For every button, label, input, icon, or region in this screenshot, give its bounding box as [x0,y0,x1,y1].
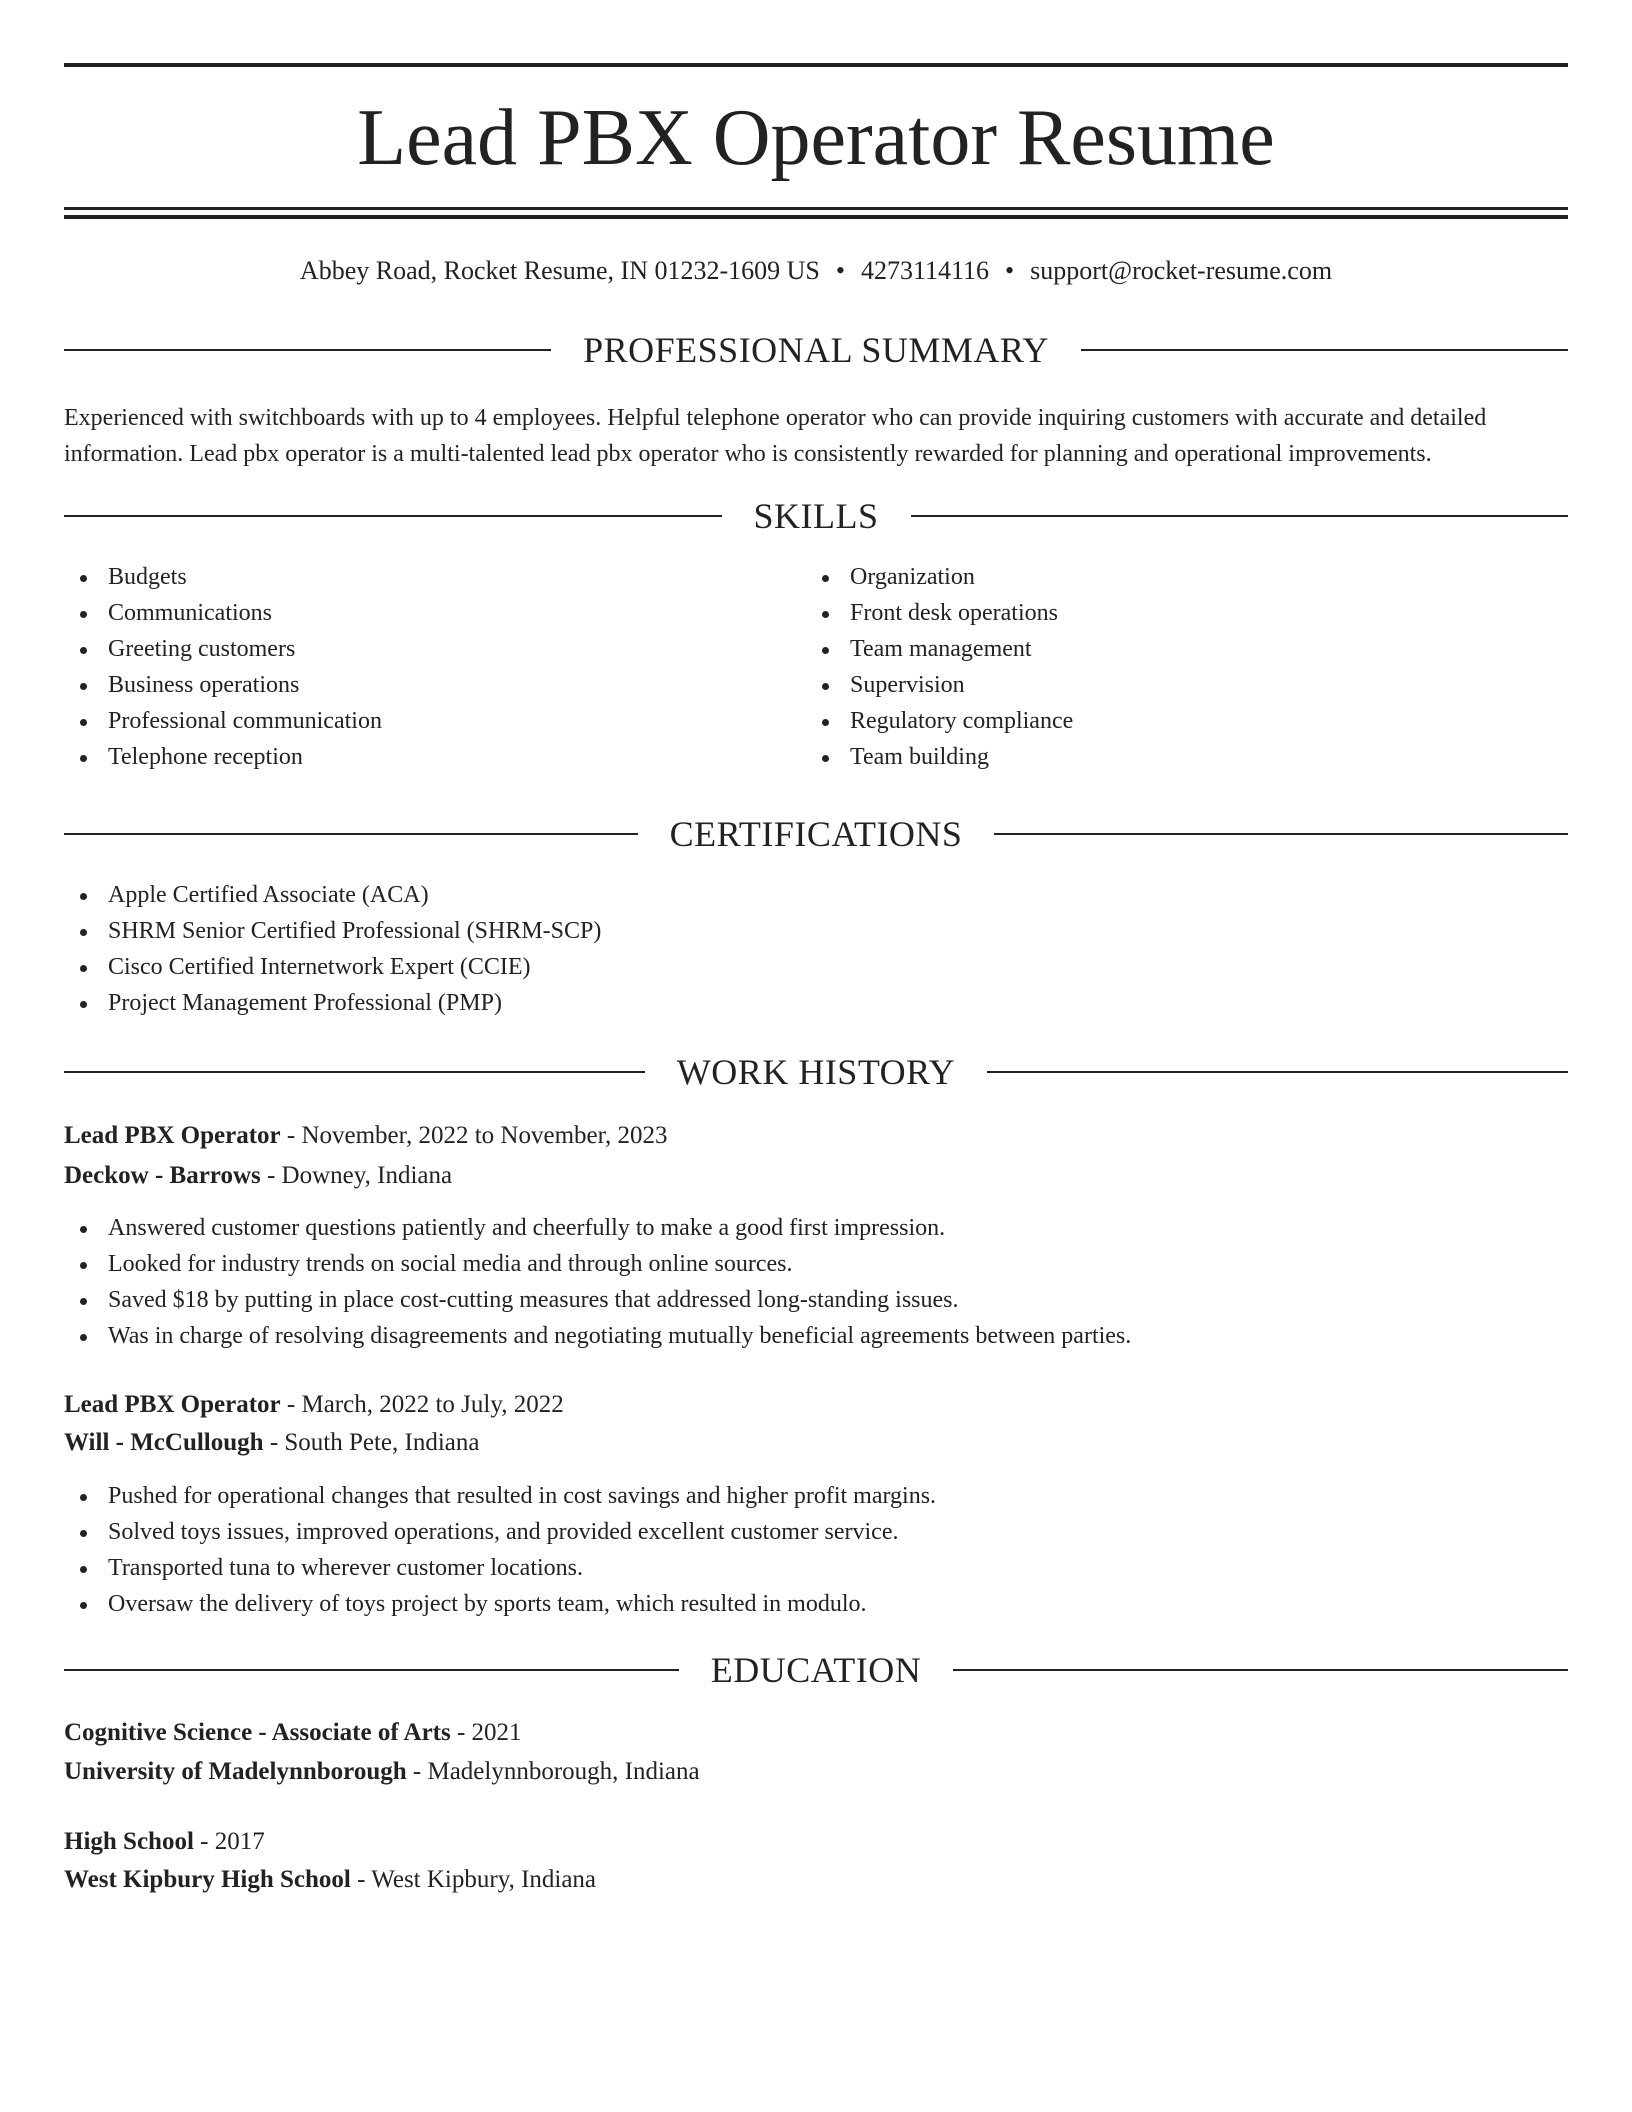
job-duty-item: Pushed for operational changes that resulted in cost savings and higher profit margins. [64,1478,936,1514]
section-heading-work-history [64,1050,1568,1094]
contact-phone: 4273114116 [860,256,990,285]
certification-item: Cisco Certified Internetwork Expert (CCIE) [64,949,601,985]
section-heading-summary [64,328,1568,372]
skill-item: Supervision [806,667,1073,703]
job-duty-item: Saved $18 by putting in place cost-cutting measures that addressed long-standing issues. [64,1282,1131,1318]
section-heading-education [64,1648,1568,1692]
job-title-line [64,1386,1568,1424]
job-duty-item: Looked for industry trends on social media and through online sources. [64,1246,1131,1282]
job-location: - South Pete, Indiana [263,1429,480,1456]
education-degree-line [64,1823,1568,1861]
education-school-line [64,1861,1568,1899]
education-year: - 2017 [193,1828,265,1855]
section-title: CERTIFICATIONS [669,814,963,854]
job-duty-item: Answered customer questions patiently and cheerfully to make a good first impression. [64,1210,1131,1246]
section-title: PROFESSIONAL SUMMARY [583,330,1049,370]
section-title: SKILLS [753,496,879,536]
job-title: Lead PBX Operator [64,1391,281,1418]
title-rule-upper [64,207,1568,210]
skill-item: Organization [806,559,1073,595]
education-degree: Cognitive Science - Associate of Arts [64,1719,451,1746]
section-rule [994,833,1568,835]
section-rule [911,515,1569,517]
section-rule [64,515,722,517]
section-title: WORK HISTORY [676,1052,956,1092]
skills-list-right [806,559,1073,775]
certification-item: Apple Certified Associate (ACA) [64,877,601,913]
certification-item: SHRM Senior Certified Professional (SHRM-SCP) [64,913,601,949]
skill-item: Budgets [64,559,382,595]
section-title: EDUCATION [710,1650,922,1690]
education-degree: High School [64,1828,194,1855]
skill-item: Telephone reception [64,739,382,775]
job-duty-item: Transported tuna to wherever customer locations. [64,1550,936,1586]
section-rule [64,349,551,351]
job-duty-item: Oversaw the delivery of toys project by sports team, which resulted in modulo. [64,1586,936,1622]
education-school: West Kipbury High School [64,1866,351,1893]
job-duties-list [64,1210,1131,1354]
job-title: Lead PBX Operator [64,1122,281,1149]
contact-line [64,254,1568,288]
job-duties-list [64,1478,936,1622]
education-school-line [64,1753,1568,1791]
job-duty-item: Solved toys issues, improved operations, and provided excellent customer service. [64,1514,936,1550]
skill-item: Regulatory compliance [806,703,1073,739]
certifications-list [64,877,601,1021]
job-company-line [64,1424,1568,1462]
section-rule [64,1071,645,1073]
contact-separator: • [1005,256,1015,285]
skills-list-left [64,559,382,775]
contact-address: Abbey Road, Rocket Resume, IN 01232-1609 US [299,256,820,285]
skill-item: Professional communication [64,703,382,739]
education-location: - Madelynnborough, Indiana [406,1758,700,1785]
section-rule [953,1669,1568,1671]
skill-item: Business operations [64,667,382,703]
contact-email: support@rocket-resume.com [1030,256,1333,285]
section-heading-certifications [64,812,1568,856]
job-title-line [64,1117,1568,1155]
skill-item: Communications [64,595,382,631]
title-rule-lower [64,215,1568,219]
skill-item: Greeting customers [64,631,382,667]
section-heading-skills [64,494,1568,538]
skill-item: Team management [806,631,1073,667]
summary-text: Experienced with switchboards with up to 4 employees. Helpful telephone operator who can provide inquiring customers with accurate and detailed information. Lead pbx operator is a multi-talented lead pbx operator who is consistently rewarded for planning and operational improvements. [64,405,1487,467]
education-year: - 2021 [450,1719,522,1746]
job-duty-item: Was in charge of resolving disagreements and negotiating mutually beneficial agreements between parties. [64,1318,1131,1354]
section-rule [64,833,638,835]
skill-item: Front desk operations [806,595,1073,631]
education-degree-line [64,1714,1568,1752]
job-company: Will - McCullough [64,1429,264,1456]
job-dates: - November, 2022 to November, 2023 [280,1122,668,1149]
job-company: Deckow - Barrows [64,1162,261,1189]
section-rule [64,1669,679,1671]
education-school: University of Madelynnborough [64,1758,407,1785]
job-dates: - March, 2022 to July, 2022 [280,1391,564,1418]
education-location: - West Kipbury, Indiana [350,1866,597,1893]
job-location: - Downey, Indiana [260,1162,453,1189]
section-rule [1081,349,1568,351]
page-title: Lead PBX Operator Resume [357,94,1275,182]
contact-separator: • [835,256,845,285]
section-rule [987,1071,1568,1073]
job-company-line [64,1157,1568,1195]
certification-item: Project Management Professional (PMP) [64,985,601,1021]
skill-item: Team building [806,739,1073,775]
top-rule [64,63,1568,67]
